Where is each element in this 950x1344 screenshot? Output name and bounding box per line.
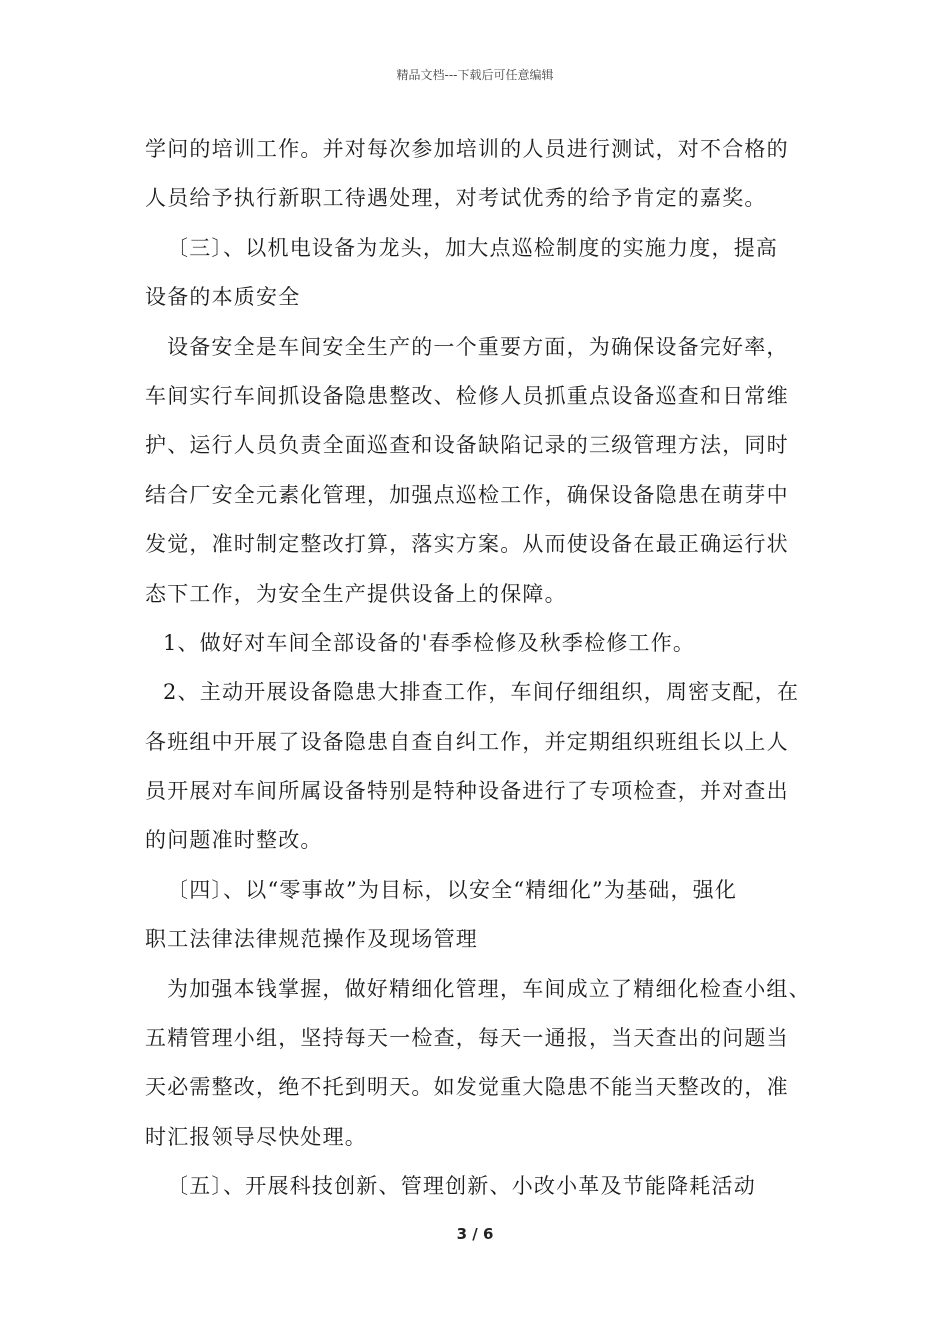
- document-body: [145, 128, 813, 1215]
- body-line: 时汇报领导尽快处理。: [145, 1124, 367, 1149]
- body-line: 态下工作，为安全生产提供设备上的保障。: [145, 581, 567, 606]
- body-line: 设备安全是车间安全生产的一个重要方面，为确保设备完好率，: [167, 334, 789, 359]
- section-heading-line: 〔五〕、开展科技创新、管理创新、小改小革及节能降耗活动: [167, 1174, 756, 1199]
- list-item-line: 1、做好对车间全部设备的'春季检修及秋季检修工作。: [163, 630, 696, 655]
- body-line: 员开展对车间所属设备特别是特种设备进行了专项检查，并对查出: [145, 779, 789, 804]
- body-line: 的问题准时整改。: [145, 828, 323, 853]
- body-line: 护、运行人员负责全面巡查和设备缺陷记录的三级管理方法，同时: [145, 433, 789, 458]
- body-line: 各班组中开展了设备隐患自查自纠工作，并定期组织班组长以上人: [145, 729, 789, 754]
- body-line: 为加强本钱掌握，做好精细化管理，车间成立了精细化检查小组、: [167, 976, 811, 1001]
- section-heading-line: 职工法律法律规范操作及现场管理: [145, 927, 478, 952]
- body-line: 天必需整改，绝不托到明天。如发觉重大隐患不能当天整改的，准: [145, 1075, 789, 1100]
- page-header: 精品文档---下载后可任意编辑: [396, 68, 554, 82]
- body-line: 车间实行车间抓设备隐患整改、检修人员抓重点设备巡查和日常维: [145, 383, 789, 408]
- section-heading-line: 〔四〕、以“零事故”为目标，以安全“精细化”为基础，强化: [167, 877, 738, 902]
- page-number: 3 / 6: [456, 1225, 494, 1243]
- body-line: 学问的培训工作。并对每次参加培训的人员进行测试，对不合格的: [145, 137, 789, 161]
- section-heading-line: 设备的本质安全: [145, 285, 301, 310]
- body-line: 结合厂安全元素化管理，加强点巡检工作，确保设备隐患在萌芽中: [145, 482, 789, 507]
- body-line: 人员给予执行新职工待遇处理，对考试优秀的给予肯定的嘉奖。: [145, 186, 767, 211]
- list-item-line: 2、主动开展设备隐患大排查工作，车间仔细组织，周密支配，在: [163, 680, 800, 705]
- section-heading-line: 〔三〕、以机电设备为龙头，加大点巡检制度的实施力度，提高: [167, 235, 779, 260]
- body-line: 发觉，准时制定整改打算，落实方案。从而使设备在最正确运行状: [145, 532, 789, 557]
- body-line: 五精管理小组，坚持每天一检查，每天一通报，当天查出的问题当: [145, 1026, 789, 1051]
